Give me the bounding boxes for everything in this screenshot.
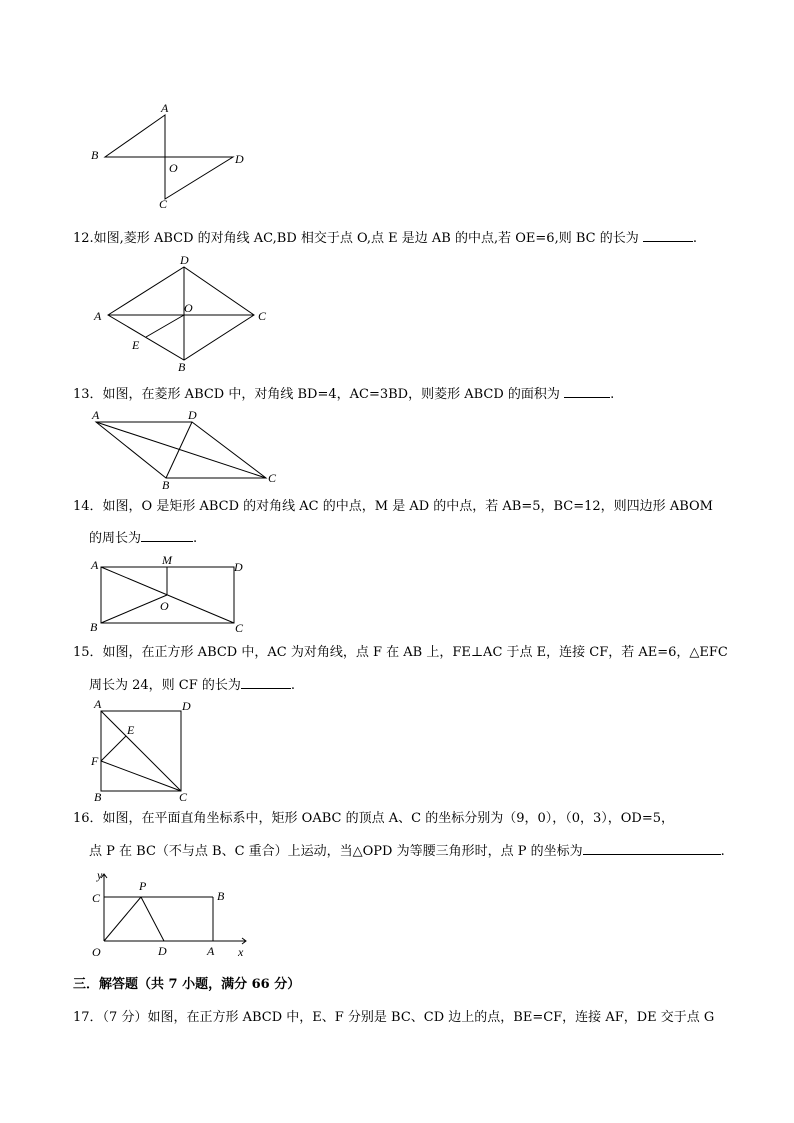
label-o: O [184, 301, 193, 315]
figure-rhombus-q12 [90, 252, 280, 372]
label-b: B [162, 478, 170, 492]
answer-blank-12[interactable] [643, 229, 693, 242]
square-diagram [88, 698, 198, 806]
label-c: C [159, 197, 168, 211]
label-e: E [132, 338, 140, 352]
question-14-text-2: 的周长为 [89, 531, 142, 546]
rhombus-diagram-q13 [88, 408, 288, 493]
rhombus-outline [108, 267, 254, 360]
label-p: P [139, 879, 147, 893]
label-y: y [97, 868, 103, 882]
figure-rhombus-q13 [88, 408, 288, 493]
label-a: A [92, 408, 100, 422]
question-16-text-2: 点 P 在 BC（不与点 B、C 重合）上运动，当△OPD 为等腰三角形时，点 P 的坐标为 [89, 844, 583, 859]
segment-fe [101, 736, 126, 761]
figure-square-q15 [88, 698, 198, 806]
label-c: C [179, 790, 188, 804]
question-15-end: . [290, 678, 296, 693]
label-b: B [217, 889, 225, 903]
label-f: F [91, 754, 99, 768]
label-c: C [92, 891, 101, 905]
label-d: D [182, 699, 191, 713]
question-16-text: 16．如图，在平面直角坐标系中，矩形 OABC 的顶点 A、C 的坐标分别为（9，0），（0，3），OD=5， [73, 811, 675, 826]
label-a: A [94, 697, 102, 711]
segment-fc [101, 761, 181, 791]
label-d: D [188, 408, 197, 422]
label-b: B [178, 360, 186, 374]
label-b: B [91, 148, 99, 162]
label-b: B [90, 620, 98, 634]
question-12 [73, 229, 697, 248]
segment-op [104, 897, 141, 941]
rhombus-diagram-q12 [90, 252, 280, 372]
question-14-line2 [89, 529, 197, 548]
rhombus-diagram [85, 100, 255, 215]
answer-blank-13[interactable] [564, 385, 610, 398]
answer-blank-14[interactable] [141, 529, 193, 542]
answer-blank-15[interactable] [241, 676, 291, 689]
question-14-end: . [193, 531, 198, 546]
question-16-line1 [73, 810, 674, 828]
label-a: A [91, 558, 99, 572]
label-c: C [268, 471, 277, 485]
question-15-line2 [89, 676, 295, 695]
label-o: O [160, 599, 169, 613]
label-c: C [235, 621, 244, 635]
question-13-end: . [610, 387, 615, 402]
question-15-text-2: 周长为 24，则 CF 的长为 [89, 678, 241, 693]
label-a: A [161, 101, 169, 115]
segment-bo [101, 595, 167, 623]
segment-oe [146, 315, 184, 337]
answer-blank-16[interactable] [583, 842, 721, 855]
label-b: B [94, 790, 102, 804]
segment-pd [141, 897, 164, 941]
question-17 [73, 1009, 714, 1027]
section-heading-3: 三．解答题（共 7 小题，满分 66 分） [73, 977, 301, 992]
label-c: C [258, 309, 267, 323]
question-15-text: 15．如图，在正方形 ABCD 中，AC 为对角线，点 F 在 AB 上，FE⊥AC 于点 E，连接 CF，若 AE=6，△EFC [73, 645, 728, 660]
rectangle-diagram [88, 553, 258, 638]
label-a: A [94, 309, 102, 323]
figure-rectangle-q14 [88, 553, 258, 638]
label-d: D [234, 560, 243, 574]
figure-coordinate-q16 [88, 864, 258, 964]
coordinate-diagram [88, 864, 258, 964]
diagonal-ac [101, 711, 181, 791]
diagonal-ac [96, 422, 266, 478]
question-13-text: 13．如图，在菱形 ABCD 中，对角线 BD=4，AC=3BD，则菱形 ABCD 的面积为 [73, 387, 565, 402]
label-d: D [158, 944, 167, 958]
question-12-end: . [692, 231, 697, 246]
label-a: A [207, 944, 215, 958]
label-d: D [180, 253, 189, 267]
question-17-text: 17．（7 分）如图，在正方形 ABCD 中，E、F 分别是 BC、CD 边上的点，BE=CF，连接 AF，DE 交于点 G [73, 1010, 715, 1025]
diagonal-bd [166, 422, 192, 478]
question-12-text: 12.如图,菱形 ABCD 的对角线 AC,BD 相交于点 O,点 E 是边 AB 的中点,若 OE=6,则 BC 的长为 [73, 231, 643, 246]
label-e: E [127, 723, 135, 737]
label-m: M [162, 553, 172, 567]
question-14-line1 [73, 498, 713, 516]
question-15-line1 [73, 644, 728, 662]
question-13 [73, 385, 614, 404]
label-o: O [169, 161, 178, 175]
question-16-line2 [89, 842, 725, 861]
label-x: x [238, 945, 244, 959]
figure-rhombus-q11 [85, 100, 255, 215]
label-d: D [235, 152, 244, 166]
label-o: O [92, 945, 101, 959]
question-14-text: 14．如图，O 是矩形 ABCD 的对角线 AC 的中点，M 是 AD 的中点，若 AB=5，BC=12，则四边形 ABOM [73, 499, 713, 514]
question-16-end: . [720, 844, 725, 859]
